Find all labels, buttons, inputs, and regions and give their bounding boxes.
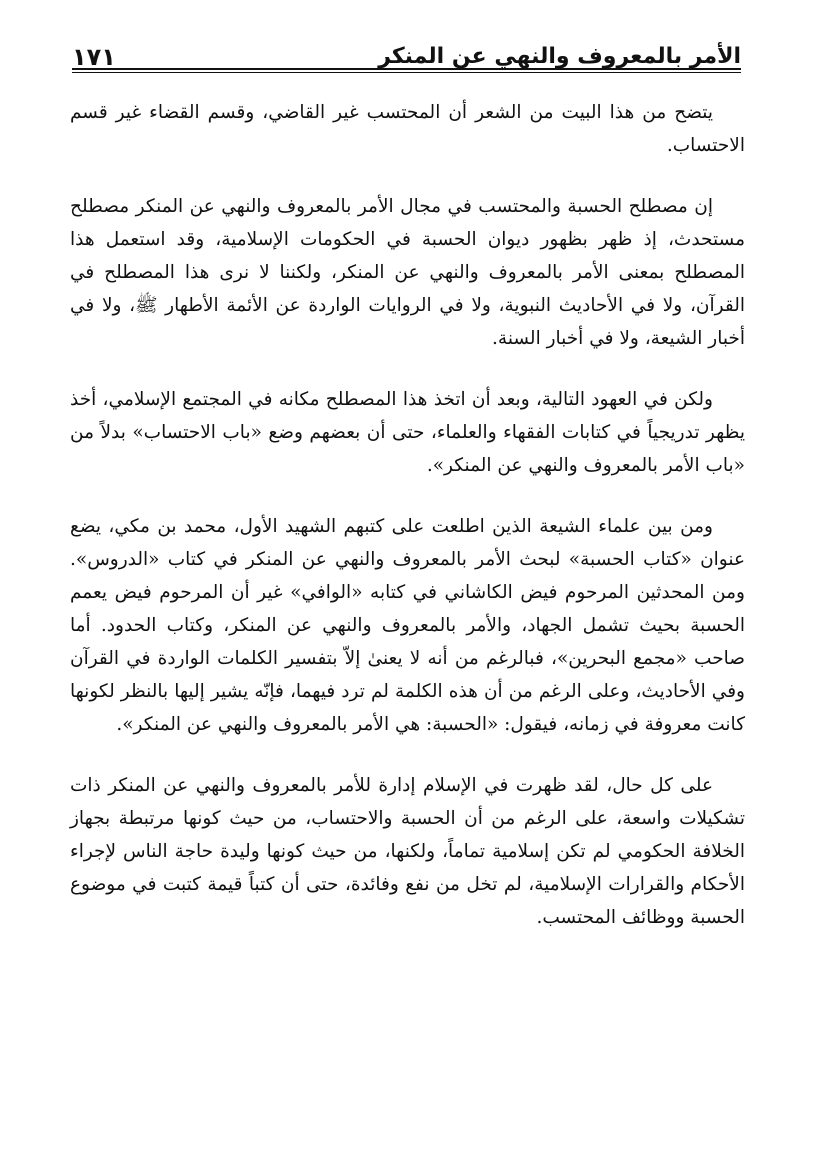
page-number: ١٧١ xyxy=(72,43,116,71)
paragraph: ولكن في العهود التالية، وبعد أن اتخذ هذا المصطلح مكانه في المجتمع الإسلامي، أخذ يظهر تدريجياً في كتابات الفقهاء والعلماء، حتى أن بعضهم وضع «باب الاحتساب» بدلاً من «باب الأمر بالمعروف والنهي عن المنكر». xyxy=(70,389,745,476)
paragraph: يتضح من هذا البيت من الشعر أن المحتسب غير القاضي، وقسم القضاء غير قسم الاحتساب. xyxy=(70,102,745,156)
header-rule-thin xyxy=(72,72,741,73)
running-header-title: الأمر بالمعروف والنهي عن المنكر xyxy=(378,44,741,69)
paragraph: إن مصطلح الحسبة والمحتسب في مجال الأمر بالمعروف والنهي عن المنكر مصطلح مستحدث، إذ ظهر بظهور ديوان الحسبة في الحكومات الإسلامية، وقد استعمل هذا المصطلح بمعنى الأمر بالمعروف والنهي عن المنكر، ولكننا لا نرى هذا المصطلح في القرآن، ولا في الأحاديث النبوية، ولا في الروايات الواردة عن الأئمة الأطهار ﷺ، ولا في أخبار الشيعة، ولا في أخبار السنة. xyxy=(70,196,745,349)
header-rule xyxy=(72,68,741,70)
paragraph: على كل حال، لقد ظهرت في الإسلام إدارة للأمر بالمعروف والنهي عن المنكر ذات تشكيلات واسعة، على الرغم من أن الحسبة والاحتساب، من حيث كونها مرتبطة بجهاز الخلافة الحكومي لم تكن إسلامية تماماً، ولكنها، من حيث كونها وليدة حاجة الناس لإجراء الأحكام والقرارات الإسلامية، لم تخل من نفع وفائدة، حتى أن كتباً قيمة كتبت في موضوع الحسبة ووظائف المحتسب. xyxy=(70,775,745,928)
body-text xyxy=(70,96,745,962)
paragraph: ومن بين علماء الشيعة الذين اطلعت على كتبهم الشهيد الأول، محمد بن مكي، يضع عنوان «كتاب الحسبة» لبحث الأمر بالمعروف والنهي عن المنكر في كتاب «الدروس». ومن المحدثين المرحوم فيض الكاشاني في كتابه «الوافي» غير أن المرحوم فيض يعمم الحسبة بحيث تشمل الجهاد، والأمر بالمعروف والنهي عن المنكر، وكتاب الحدود. أما صاحب «مجمع البحرين»، فبالرغم من أنه لا يعنىٰ إلاّ بتفسير الكلمات الواردة في القرآن وفي الأحاديث، وعلى الرغم من أن هذه الكلمة لم ترد فيهما، فإنّه يشير إليها بالنظر لكونها كانت معروفة في زمانه، فيقول: «الحسبة: هي الأمر بالمعروف والنهي عن المنكر». xyxy=(70,516,745,735)
running-header xyxy=(72,28,741,72)
